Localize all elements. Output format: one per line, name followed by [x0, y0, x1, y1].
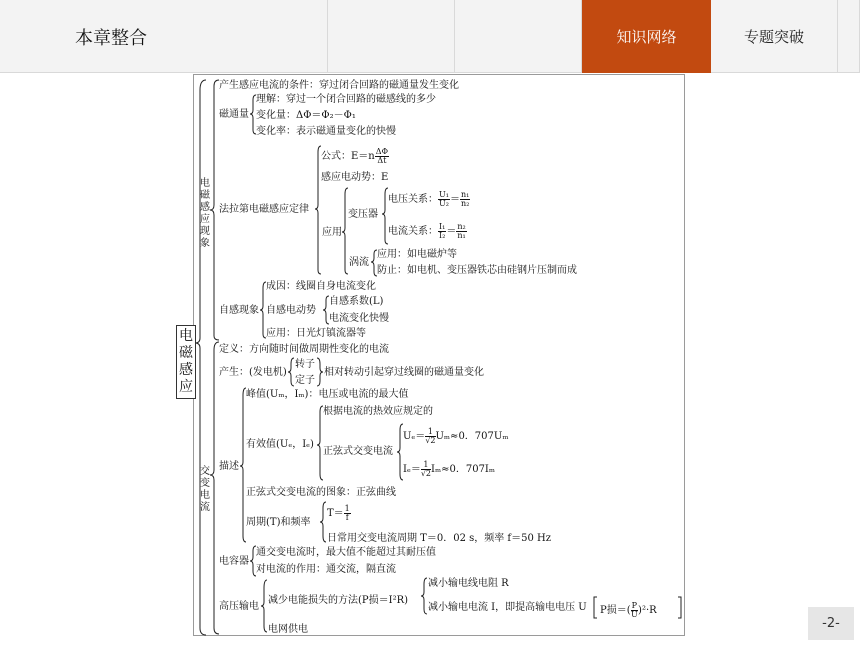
reduce-current-text: 减小输电电流 I，即提高输电电压 U: [428, 602, 587, 613]
thermal-definition: 根据电流的热效应规定的: [323, 406, 433, 417]
root-node: 电磁感应: [176, 325, 196, 399]
u: U: [630, 610, 638, 619]
n-fraction: [460, 191, 470, 208]
f: f: [345, 513, 349, 522]
one: 1: [425, 428, 435, 437]
header-cell: [328, 0, 455, 73]
transformer-label: 变压器: [348, 209, 378, 220]
grid-supply: 电网供电: [268, 624, 308, 635]
generator-label: 产生：(发电机): [219, 367, 287, 378]
one: 1: [421, 461, 431, 470]
generator-part: 转子: [295, 359, 315, 370]
formula-prefix: 公式：E＝n: [321, 151, 375, 162]
reduce-current: [428, 602, 587, 613]
branch2-label: 交变电流: [200, 466, 210, 513]
n2: n₂: [457, 222, 466, 231]
page-number: -2-: [808, 607, 854, 640]
u-fraction: [438, 191, 450, 208]
generator-part: 定子: [295, 375, 315, 386]
u2: U₂: [439, 199, 449, 208]
eddy-item: 应用：如电磁炉等: [377, 249, 457, 260]
loss-method: 减少电能损失的方法(P损＝I²R): [268, 595, 409, 606]
faraday-label: 法拉第电磁感应定律: [219, 204, 309, 215]
generator-text: 相对转动引起穿过线圈的磁通量变化: [324, 367, 484, 378]
sqrt-fraction-2: [421, 461, 431, 478]
sine-ac-label: 正弦式交变电流: [323, 446, 393, 457]
capacitor-item: 通交变电流时，最大值不能超过其耐压值: [256, 547, 436, 558]
current-label: 电流关系：: [388, 226, 438, 237]
self-emf-label: 自感电动势: [266, 305, 316, 316]
voltage-relation: [388, 191, 470, 208]
formula-num: ΔΦ: [375, 147, 389, 156]
apply-label: 应用: [322, 227, 342, 238]
page-title: 本章整合: [75, 28, 147, 49]
eddy-label: 涡流: [349, 257, 369, 268]
p-loss-formula: P损＝( $\frac{P}{U}$ )²·R: [600, 601, 657, 619]
equals: ＝: [446, 226, 457, 237]
ie-formula: [403, 461, 495, 478]
current-relation: [388, 223, 467, 240]
n-fraction-2: [456, 223, 466, 240]
n1: n₁: [460, 190, 470, 199]
b1-condition: 产生感应电流的条件：穿过闭合回路的磁通量发生变化: [219, 80, 459, 91]
tab-topic-breakthrough[interactable]: 专题突破: [743, 28, 804, 46]
self-label: 自感现象: [219, 305, 259, 316]
self-apply: 应用：日光灯镇流器等: [266, 328, 366, 339]
flux-item: 变化量：ΔΦ＝Φ₂－Φ₁: [256, 110, 356, 121]
emf-text: 感应电动势：E: [321, 172, 389, 183]
sqrt-fraction: [425, 428, 435, 445]
p-loss: P损＝: [600, 605, 627, 616]
flux-item: 理解：穿过一个闭合回路的磁感线的多少: [256, 94, 436, 105]
equals: ＝: [449, 194, 460, 205]
ie-suffix: Iₘ≈0．707Iₘ: [431, 464, 496, 475]
one: 1: [344, 504, 350, 513]
voltage-label: 电压关系：: [388, 194, 438, 205]
formula-fraction: [375, 148, 389, 165]
ue-suffix: Uₘ≈0．707Uₘ: [435, 431, 509, 442]
capacitor-item: 对电流的作用：通交流，隔直流: [256, 564, 396, 575]
t-eq: T＝: [327, 508, 344, 519]
ue-formula: [403, 428, 508, 445]
effective-label: 有效值(Uₑ，Iₑ): [246, 439, 314, 450]
pu-fraction: [631, 602, 638, 619]
reduce-resistance: 减小输电线电阻 R: [428, 578, 509, 589]
branch1-label: 电磁感应现象: [200, 178, 210, 249]
u1: U₁: [439, 190, 449, 199]
flux-item: 变化率：表示磁通量变化的快慢: [256, 126, 396, 137]
self-cause: 成因：线圈自身电流变化: [266, 281, 376, 292]
sqrt2: √2: [425, 436, 436, 445]
i1: I₁: [439, 222, 446, 231]
p: P: [631, 601, 638, 610]
self-emf-item: 自感系数(L): [329, 296, 384, 307]
self-emf-item: 电流变化快慢: [329, 313, 389, 324]
peak-value: 峰值(Uₘ，Iₘ)：电压或电流的最大值: [246, 389, 409, 400]
ac-definition: 定义：方向随时间做周期性变化的电流: [219, 344, 389, 355]
flux-label: 磁通量: [219, 109, 249, 120]
hv-label: 高压输电: [219, 601, 259, 612]
formula-den: Δt: [377, 156, 387, 165]
n2: n₂: [460, 199, 470, 208]
i2: I₂: [439, 231, 446, 240]
eddy-item: 防止：如电机、变压器铁芯由硅钢片压制而成: [377, 265, 577, 276]
tab-knowledge-network[interactable]: 知识网络: [582, 0, 711, 73]
period-formula: [327, 505, 351, 522]
period-label: 周期(T)和频率: [246, 517, 311, 528]
describe-label: 描述: [219, 461, 239, 472]
sine-graph: 正弦式交变电流的图象：正弦曲线: [246, 487, 396, 498]
capacitor-label: 电容器: [219, 556, 249, 567]
header-cell: [0, 0, 328, 73]
ie-prefix: Iₑ＝: [403, 464, 421, 475]
sqrt2: √2: [420, 469, 432, 478]
daily-ac: 日常用交变电流周期 T＝0．02 s，频率 f＝50 Hz: [327, 533, 552, 544]
formula: [321, 148, 389, 165]
n1: n₁: [457, 231, 466, 240]
t-fraction: [344, 505, 351, 522]
ue-prefix: Uₑ＝: [403, 431, 426, 442]
header-cell: [837, 0, 860, 73]
square-r: ²·R: [641, 605, 657, 616]
header-cell: [455, 0, 582, 73]
top-bar: [0, 0, 860, 73]
